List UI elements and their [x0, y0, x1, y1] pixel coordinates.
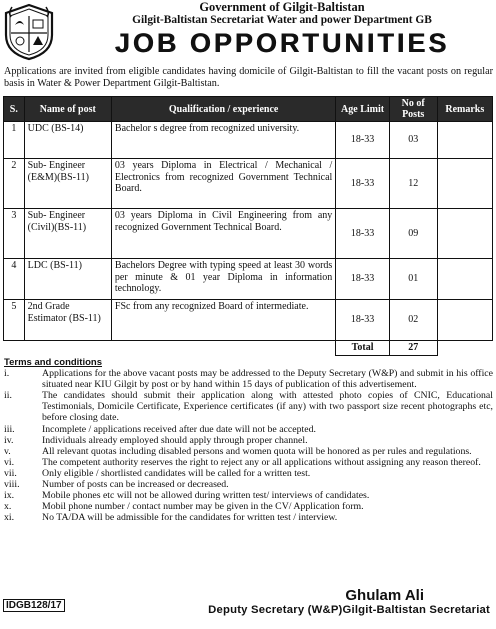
jobs-table	[3, 96, 493, 356]
term-text: Only eligible / shortlisted candidates will be called for a written test.	[42, 467, 311, 479]
list-item	[4, 501, 493, 512]
cell-posts: 01	[389, 259, 437, 300]
term-text: Mobile phones etc will not be allowed during written test/ interviews of candidates.	[42, 490, 370, 502]
cell-name: Sub- Engineer (E&M)(BS-11)	[24, 159, 111, 209]
term-text: Number of posts can be increased or decreased.	[42, 479, 229, 491]
cell-s: 4	[4, 259, 25, 300]
total-value: 27	[389, 341, 437, 356]
term-text: Applications for the above vacant posts may be addressed to the Deputy Secretary (W&P) and submit in his office situated near KIU Gilgit by post or by hand within 15 days of publication of this advertisement.	[42, 368, 493, 391]
list-item	[4, 424, 493, 435]
department-title: Gilgit-Baltistan Secretariat Water and power Department GB	[132, 14, 432, 26]
term-number: viii.	[4, 479, 20, 491]
term-number: ii.	[4, 390, 12, 402]
government-title: Government of Gilgit-Baltistan	[199, 0, 365, 14]
cell-name: Sub- Engineer (Civil)(BS-11)	[24, 209, 111, 259]
cell-posts: 03	[389, 122, 437, 159]
cell-s: 1	[4, 122, 25, 159]
cell-qualification: Bachelors Degree with typing speed at least 30 words per minute & 01 year Diploma in information technology.	[111, 259, 335, 300]
col-header-qualification: Qualification / experience	[111, 97, 335, 122]
term-text: Mobil phone number / contact number may be given in the CV/ Application form.	[42, 501, 364, 513]
reference-number: IDGB128/17	[3, 599, 65, 612]
total-row	[4, 341, 493, 356]
list-item	[4, 512, 493, 523]
term-number: i.	[4, 368, 10, 380]
term-text: No TA/DA will be admissible for the candidates for written test / interview.	[42, 512, 338, 524]
term-number: iii.	[4, 423, 15, 435]
cell-name: LDC (BS-11)	[24, 259, 111, 300]
col-header-posts: No of Posts	[389, 97, 437, 122]
cell-posts: 12	[389, 159, 437, 209]
col-header-age: Age Limit	[336, 97, 390, 122]
list-item	[4, 446, 493, 457]
cell-s: 2	[4, 159, 25, 209]
cell-age: 18-33	[336, 300, 390, 341]
list-item	[4, 457, 493, 468]
term-text: All relevant quotas including disabled persons and women quota will be honored as per rules and regulations.	[42, 445, 472, 457]
cell-remarks	[437, 259, 492, 300]
terms-title: Terms and conditions	[4, 357, 103, 368]
job-opportunities-banner	[77, 28, 487, 58]
cell-remarks	[437, 300, 492, 341]
cell-posts: 09	[389, 209, 437, 259]
term-number: vi.	[4, 456, 15, 468]
cell-age: 18-33	[336, 259, 390, 300]
intro-paragraph: Applications are invited from eligible candidates having domicile of Gilgit-Baltistan to fill the vacant posts on regular basis in Water & Power Department Gilgit-Baltistan.	[4, 66, 493, 89]
table-row	[4, 300, 493, 341]
government-emblem-icon	[2, 3, 56, 61]
term-number: iv.	[4, 434, 14, 446]
term-number: v.	[4, 445, 11, 457]
term-number: ix.	[4, 490, 15, 502]
cell-qualification: 03 years Diploma in Electrical / Mechanical / Electronics from recognized Government Technical Board.	[111, 159, 335, 209]
cell-qualification: FSc from any recognized Board of intermediate.	[111, 300, 335, 341]
list-item	[4, 479, 493, 490]
term-text: The competent authority reserves the right to reject any or all applications without assigning any reason thereof.	[42, 456, 481, 468]
cell-remarks	[437, 159, 492, 209]
cell-remarks	[437, 209, 492, 259]
terms-and-conditions	[4, 357, 493, 523]
list-item	[4, 368, 493, 390]
col-header-s: S.	[4, 97, 25, 122]
cell-posts: 02	[389, 300, 437, 341]
cell-age: 18-33	[336, 159, 390, 209]
col-header-name: Name of post	[24, 97, 111, 122]
cell-name: 2nd Grade Estimator (BS-11)	[24, 300, 111, 341]
table-row	[4, 159, 493, 209]
cell-name: UDC (BS-14)	[24, 122, 111, 159]
list-item	[4, 490, 493, 501]
term-text: Individuals already employed should apply through proper channel.	[42, 434, 308, 446]
banner-text: JOB OPPORTUNITIES	[114, 28, 450, 58]
cell-qualification: Bachelor s degree from recognized university.	[111, 122, 335, 159]
cell-age: 18-33	[336, 209, 390, 259]
total-label: Total	[336, 341, 390, 356]
table-row	[4, 122, 493, 159]
list-item	[4, 435, 493, 446]
signatory-name: Ghulam Ali	[345, 587, 424, 604]
term-text: The candidates should submit their application along with attested photo copies of CNIC, Educational Testimonials, Domicile Certificate, Experience certificates (if any) with two passport size recent photographs etc, before closing date.	[42, 390, 493, 424]
col-header-remarks: Remarks	[437, 97, 492, 122]
cell-qualification: 03 years Diploma in Civil Engineering from any recognized Government Technical Board.	[111, 209, 335, 259]
header	[70, 1, 494, 58]
list-item	[4, 468, 493, 479]
term-number: x.	[4, 501, 12, 513]
cell-s: 3	[4, 209, 25, 259]
term-number: vii.	[4, 467, 17, 479]
table-row	[4, 209, 493, 259]
term-number: xi.	[4, 512, 15, 524]
signature-block	[208, 588, 490, 617]
cell-remarks	[437, 122, 492, 159]
signatory-designation: Deputy Secretary (W&P)Gilgit-Baltistan Secretariat	[208, 604, 490, 616]
cell-s: 5	[4, 300, 25, 341]
table-row	[4, 259, 493, 300]
list-item	[4, 390, 493, 423]
table-header-row	[4, 97, 493, 122]
cell-age: 18-33	[336, 122, 390, 159]
term-text: Incomplete / applications received after due date will not be accepted.	[42, 423, 316, 435]
